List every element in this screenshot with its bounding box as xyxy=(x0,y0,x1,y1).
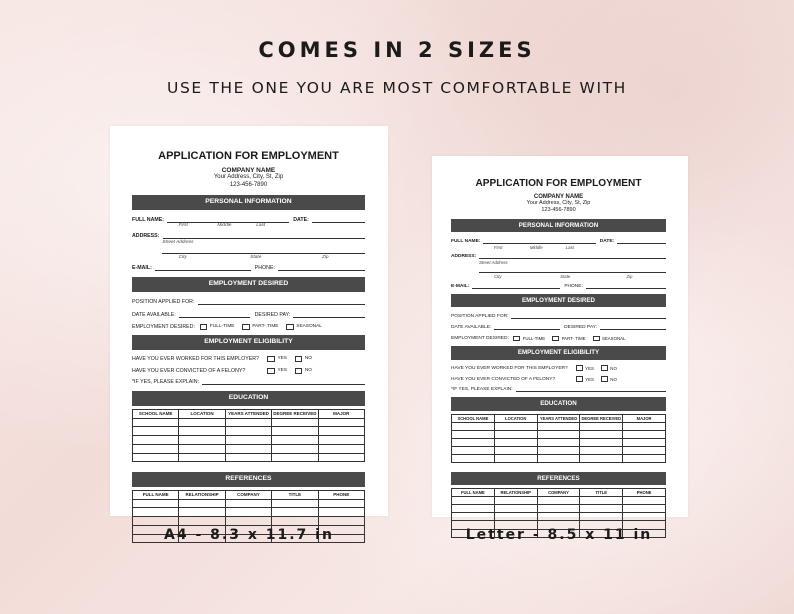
street-address-hint: Street Address xyxy=(162,239,194,245)
full-time-checkbox[interactable] xyxy=(200,324,208,330)
last-name-hint: Last xyxy=(565,244,574,250)
table-cell[interactable] xyxy=(225,418,271,427)
table-cell[interactable] xyxy=(494,454,537,462)
table-row xyxy=(133,453,365,462)
date-label: DATE: xyxy=(599,238,615,244)
column-header: YEARS ATTENDED xyxy=(225,410,271,419)
education-table xyxy=(132,409,365,462)
full-name-label: FULL NAME: xyxy=(132,216,164,223)
table-cell[interactable] xyxy=(179,508,225,517)
worked-before-no-checkbox[interactable] xyxy=(295,356,303,362)
table-cell[interactable] xyxy=(537,513,580,521)
position-field[interactable] xyxy=(511,314,666,319)
table-row xyxy=(133,444,365,453)
subline: USE THE ONE YOU ARE MOST COMFORTABLE WITH xyxy=(167,79,627,97)
employment-desired-label: EMPLOYMENT DESIRED: xyxy=(451,336,509,341)
desired-pay-label: DESIRED PAY: xyxy=(564,325,597,331)
column-header: PHONE xyxy=(623,489,666,497)
date-field[interactable] xyxy=(312,218,365,223)
seasonal-checkbox[interactable] xyxy=(286,324,294,330)
yes-label: YES xyxy=(277,368,287,374)
column-header: FULL NAME xyxy=(133,491,179,500)
column-header: RELATIONSHIP xyxy=(494,489,537,497)
worked-before-no-checkbox[interactable] xyxy=(601,365,608,371)
city-state-zip-field[interactable] xyxy=(479,268,666,273)
table-cell[interactable] xyxy=(580,430,623,438)
table-cell[interactable] xyxy=(452,513,495,521)
table-cell[interactable] xyxy=(272,517,318,526)
table-cell[interactable] xyxy=(452,454,495,462)
part-time-checkbox[interactable] xyxy=(552,336,559,342)
state-hint: State xyxy=(560,273,571,279)
no-label: NO xyxy=(610,376,617,382)
table-cell[interactable] xyxy=(318,517,364,526)
column-header: PHONE xyxy=(318,491,364,500)
table-cell[interactable] xyxy=(133,444,179,453)
table-cell[interactable] xyxy=(272,453,318,462)
street-address-hint: Street Address xyxy=(478,259,508,265)
phone-label: PHONE: xyxy=(254,265,275,272)
table-row xyxy=(133,436,365,445)
education-table xyxy=(451,414,666,463)
table-cell[interactable] xyxy=(179,499,225,508)
date-label: DATE: xyxy=(293,216,309,223)
table-cell[interactable] xyxy=(494,430,537,438)
phone-label: PHONE: xyxy=(564,283,583,289)
state-hint: State xyxy=(250,254,262,260)
references-header-row xyxy=(133,491,365,500)
position-field[interactable] xyxy=(198,300,365,305)
felony-question: HAVE YOU EVER CONVICTED OF A FELONY? xyxy=(451,376,556,382)
yes-label: YES xyxy=(277,356,287,362)
table-row xyxy=(452,438,666,446)
education-body xyxy=(452,422,666,462)
table-cell[interactable] xyxy=(580,454,623,462)
table-cell[interactable] xyxy=(272,418,318,427)
email-field[interactable] xyxy=(472,284,560,289)
table-cell[interactable] xyxy=(318,436,364,445)
table-cell[interactable] xyxy=(179,517,225,526)
address-label: ADDRESS: xyxy=(132,232,160,239)
table-cell[interactable] xyxy=(225,444,271,453)
table-cell[interactable] xyxy=(623,422,666,430)
table-cell[interactable] xyxy=(580,422,623,430)
form-page-letter xyxy=(432,156,688,517)
table-cell[interactable] xyxy=(133,427,179,436)
table-cell[interactable] xyxy=(537,497,580,505)
explain-field[interactable] xyxy=(516,387,666,392)
employment-desired-label: EMPLOYMENT DESIRED: xyxy=(132,323,195,330)
table-cell[interactable] xyxy=(537,446,580,454)
position-label: POSITION APPLIED FOR: xyxy=(132,298,195,305)
table-row xyxy=(133,499,365,508)
section-header-references: REFERENCES xyxy=(132,472,365,487)
city-state-zip-field[interactable] xyxy=(162,249,365,254)
column-header: MAJOR xyxy=(318,410,364,419)
felony-yes-checkbox[interactable] xyxy=(576,376,583,382)
email-field[interactable] xyxy=(155,266,251,271)
application-form xyxy=(132,150,365,543)
felony-no-checkbox[interactable] xyxy=(601,376,608,382)
column-header: RELATIONSHIP xyxy=(179,491,225,500)
table-cell[interactable] xyxy=(452,438,495,446)
table-cell[interactable] xyxy=(179,436,225,445)
table-row xyxy=(452,513,666,521)
seasonal-label: SEASONAL xyxy=(601,336,626,341)
table-row xyxy=(133,418,365,427)
table-cell[interactable] xyxy=(623,454,666,462)
worked-before-yes-checkbox[interactable] xyxy=(576,365,583,371)
table-cell[interactable] xyxy=(225,436,271,445)
table-cell[interactable] xyxy=(494,513,537,521)
section-header-employment: EMPLOYMENT DESIRED xyxy=(132,277,365,292)
application-form xyxy=(451,178,666,538)
table-cell[interactable] xyxy=(580,513,623,521)
felony-question: HAVE YOU EVER CONVICTED OF A FELONY? xyxy=(132,367,246,374)
full-time-checkbox[interactable] xyxy=(513,336,520,342)
table-cell[interactable] xyxy=(623,497,666,505)
first-name-hint: First xyxy=(178,223,188,229)
table-cell[interactable] xyxy=(272,508,318,517)
table-cell[interactable] xyxy=(318,418,364,427)
column-header: LOCATION xyxy=(179,410,225,419)
table-cell[interactable] xyxy=(318,499,364,508)
table-cell[interactable] xyxy=(580,446,623,454)
column-header: FULL NAME xyxy=(452,489,495,497)
column-header: DEGREE RECEIVED xyxy=(581,415,622,421)
city-hint: City xyxy=(178,254,187,260)
section-header-references: REFERENCES xyxy=(451,472,666,486)
table-cell[interactable] xyxy=(225,499,271,508)
felony-yes-checkbox[interactable] xyxy=(267,368,275,374)
table-cell[interactable] xyxy=(537,505,580,513)
date-available-field[interactable] xyxy=(494,326,560,331)
full-time-label: FULL-TIME xyxy=(209,324,235,330)
table-row xyxy=(452,497,666,505)
felony-no-checkbox[interactable] xyxy=(295,368,303,374)
table-cell[interactable] xyxy=(452,430,495,438)
part-time-label: PART- TIME xyxy=(252,324,279,330)
explain-label: *IF YES, PLEASE EXPLAIN: xyxy=(132,379,200,386)
table-row xyxy=(133,427,365,436)
column-header: TITLE xyxy=(580,489,623,497)
section-header-eligibility: EMPLOYMENT ELIGIBILITY xyxy=(451,346,666,360)
date-field[interactable] xyxy=(617,239,666,244)
column-header: SCHOOL NAME xyxy=(133,410,179,419)
section-header-personal: PERSONAL INFORMATION xyxy=(132,195,365,210)
date-available-label: DATE AVAILABLE: xyxy=(451,325,492,331)
table-cell[interactable] xyxy=(318,427,364,436)
company-phone: 123-456-7890 xyxy=(541,206,576,213)
desired-pay-field[interactable] xyxy=(293,313,365,318)
table-cell[interactable] xyxy=(133,499,179,508)
table-cell[interactable] xyxy=(225,427,271,436)
table-cell[interactable] xyxy=(179,418,225,427)
address-label: ADDRESS: xyxy=(451,253,477,259)
worked-before-question: HAVE YOU EVER WORKED FOR THIS EMPLOYER? xyxy=(132,355,259,362)
company-address: Your Address, City, St, Zip xyxy=(213,174,284,181)
references-header-row xyxy=(452,489,666,497)
no-label: NO xyxy=(304,356,312,362)
table-cell[interactable] xyxy=(179,453,225,462)
explain-field[interactable] xyxy=(202,380,365,385)
worked-before-question: HAVE YOU EVER WORKED FOR THIS EMPLOYER? xyxy=(451,365,568,371)
table-cell[interactable] xyxy=(494,446,537,454)
table-cell[interactable] xyxy=(225,517,271,526)
table-cell[interactable] xyxy=(179,444,225,453)
headline: COMES IN 2 SIZES xyxy=(258,38,536,62)
education-header-row xyxy=(452,414,666,422)
column-header: COMPANY xyxy=(225,491,271,500)
no-label: NO xyxy=(304,368,312,374)
table-row xyxy=(452,446,666,454)
table-cell[interactable] xyxy=(272,427,318,436)
street-address-field[interactable] xyxy=(163,234,365,239)
table-cell[interactable] xyxy=(623,505,666,513)
email-label: E-MAIL: xyxy=(451,283,470,289)
table-row xyxy=(452,454,666,462)
zip-hint: Zip xyxy=(321,254,329,260)
full-name-field[interactable] xyxy=(167,218,289,223)
section-header-employment: EMPLOYMENT DESIRED xyxy=(451,294,666,308)
table-row xyxy=(133,517,365,526)
column-header: SCHOOL NAME xyxy=(452,414,495,422)
table-cell[interactable] xyxy=(623,513,666,521)
yes-label: YES xyxy=(585,376,594,382)
full-name-field[interactable] xyxy=(483,239,596,244)
table-cell[interactable] xyxy=(580,505,623,513)
worked-before-yes-checkbox[interactable] xyxy=(267,356,275,362)
last-name-hint: Last xyxy=(256,223,266,229)
table-cell[interactable] xyxy=(133,453,179,462)
date-available-label: DATE AVAILABLE: xyxy=(132,311,176,318)
table-cell[interactable] xyxy=(623,438,666,446)
street-address-field[interactable] xyxy=(479,254,666,259)
table-cell[interactable] xyxy=(494,422,537,430)
table-cell[interactable] xyxy=(318,453,364,462)
seasonal-label: SEASONAL xyxy=(296,324,322,330)
city-hint: City xyxy=(494,273,502,279)
section-header-education: EDUCATION xyxy=(451,397,666,411)
table-row xyxy=(452,422,666,430)
first-name-hint: First xyxy=(494,244,503,250)
phone-field[interactable] xyxy=(278,266,365,271)
table-cell[interactable] xyxy=(623,430,666,438)
explain-label: *IF YES, PLEASE EXPLAIN: xyxy=(451,386,513,392)
caption-letter: Letter - 8.5 x 11 in xyxy=(465,527,653,543)
table-cell[interactable] xyxy=(623,446,666,454)
part-time-label: PART- TIME xyxy=(561,336,586,341)
table-cell[interactable] xyxy=(537,422,580,430)
yes-label: YES xyxy=(585,365,594,371)
full-name-label: FULL NAME: xyxy=(451,238,481,244)
desired-pay-field[interactable] xyxy=(600,326,666,331)
table-cell[interactable] xyxy=(272,444,318,453)
full-time-label: FULL-TIME xyxy=(522,336,546,341)
desired-pay-label: DESIRED PAY: xyxy=(254,311,291,318)
table-cell[interactable] xyxy=(494,505,537,513)
column-header: MAJOR xyxy=(623,414,666,422)
table-cell[interactable] xyxy=(225,453,271,462)
section-header-eligibility: EMPLOYMENT ELIGIBILITY xyxy=(132,335,365,350)
caption-a4: A4 - 8.3 x 11.7 in xyxy=(164,527,334,543)
table-cell[interactable] xyxy=(452,446,495,454)
section-header-education: EDUCATION xyxy=(132,391,365,406)
no-label: NO xyxy=(610,365,617,371)
column-header: DEGREE RECEIVED xyxy=(273,411,317,417)
table-cell[interactable] xyxy=(318,508,364,517)
education-body xyxy=(133,418,365,462)
form-title: APPLICATION FOR EMPLOYMENT xyxy=(475,178,642,189)
table-row xyxy=(452,505,666,513)
company-name: COMPANY NAME xyxy=(533,193,584,200)
table-cell[interactable] xyxy=(225,508,271,517)
table-cell[interactable] xyxy=(133,508,179,517)
position-label: POSITION APPLIED FOR: xyxy=(451,313,509,319)
table-cell[interactable] xyxy=(318,444,364,453)
table-cell[interactable] xyxy=(537,454,580,462)
table-cell[interactable] xyxy=(272,499,318,508)
table-cell[interactable] xyxy=(179,427,225,436)
education-header-row xyxy=(133,410,365,419)
table-row xyxy=(452,430,666,438)
table-cell[interactable] xyxy=(133,517,179,526)
part-time-checkbox[interactable] xyxy=(242,324,250,330)
table-cell[interactable] xyxy=(133,418,179,427)
form-page-a4 xyxy=(110,126,388,516)
table-cell[interactable] xyxy=(537,430,580,438)
table-cell[interactable] xyxy=(452,497,495,505)
table-cell[interactable] xyxy=(580,438,623,446)
email-label: E-MAIL: xyxy=(132,265,152,272)
middle-name-hint: Middle xyxy=(529,244,543,250)
table-cell[interactable] xyxy=(580,497,623,505)
company-phone: 123-456-7890 xyxy=(229,181,268,188)
column-header: YEARS ATTENDED xyxy=(537,414,580,422)
date-available-field[interactable] xyxy=(179,313,251,318)
phone-field[interactable] xyxy=(586,284,666,289)
table-cell[interactable] xyxy=(494,497,537,505)
table-cell[interactable] xyxy=(452,422,495,430)
middle-name-hint: Middle xyxy=(217,223,232,229)
column-header: TITLE xyxy=(272,491,318,500)
form-title: APPLICATION FOR EMPLOYMENT xyxy=(158,150,339,162)
table-cell[interactable] xyxy=(133,436,179,445)
column-header: COMPANY xyxy=(537,489,580,497)
seasonal-checkbox[interactable] xyxy=(593,336,600,342)
section-header-personal: PERSONAL INFORMATION xyxy=(451,219,666,233)
zip-hint: Zip xyxy=(626,273,633,279)
table-cell[interactable] xyxy=(452,505,495,513)
company-address: Your Address, City, St, Zip xyxy=(526,199,591,206)
company-name: COMPANY NAME xyxy=(221,167,276,175)
column-header: LOCATION xyxy=(494,414,537,422)
table-cell[interactable] xyxy=(272,436,318,445)
table-cell[interactable] xyxy=(537,438,580,446)
table-row xyxy=(133,508,365,517)
table-cell[interactable] xyxy=(494,438,537,446)
